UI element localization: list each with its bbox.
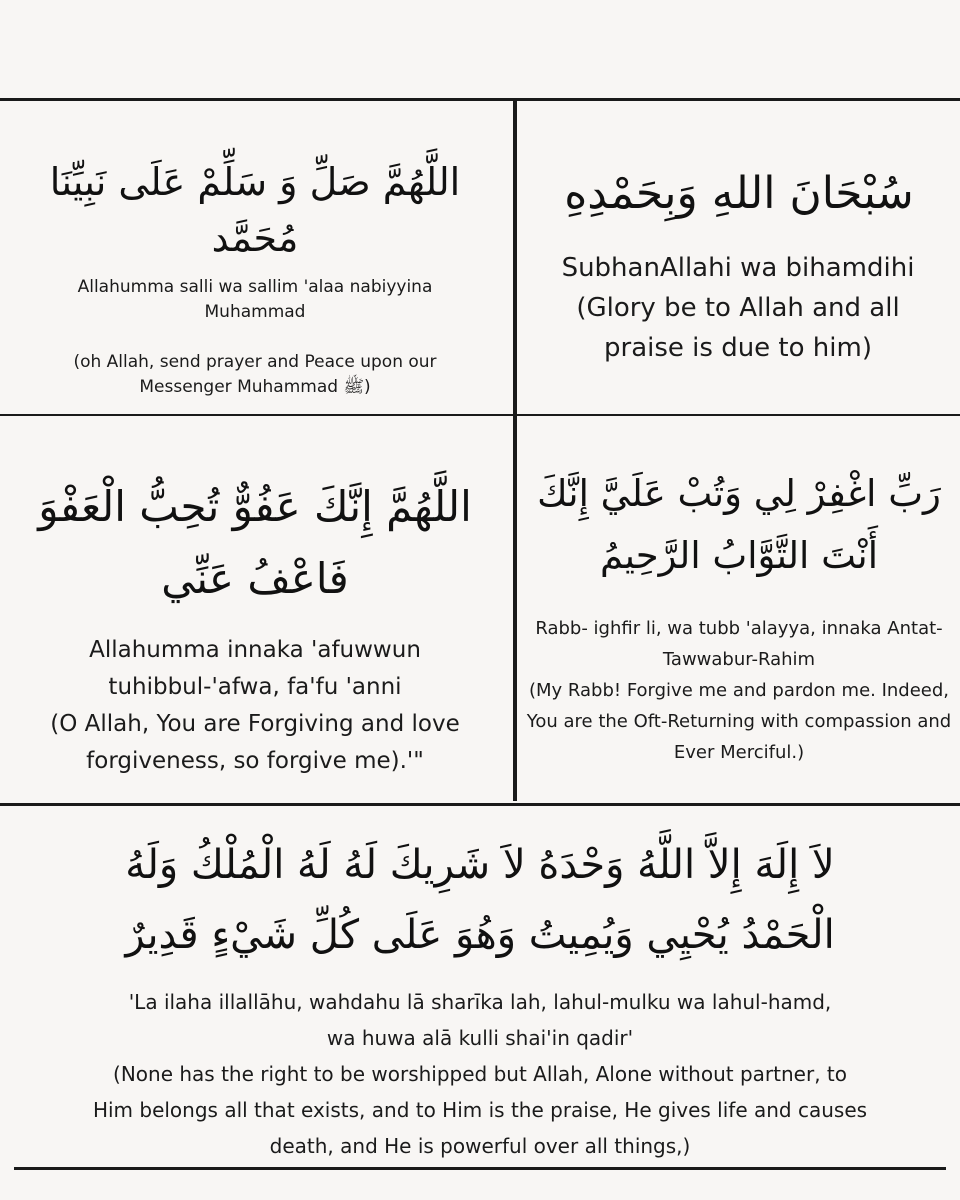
dua-afw <box>0 417 512 803</box>
afw-arabic: اللَّهُمَّ إِنَّكَ عَفُوٌّ تُحِبُّ الْعَفْوَ فَاعْفُ عَنِّي <box>38 482 472 603</box>
salawat-transliteration: Allahumma salli wa sallim 'alaa nabiyyina Muhammad <box>77 277 433 322</box>
dua-subhanallah <box>518 102 960 414</box>
salawat-translation: (oh Allah, send prayer and Peace upon our Messenger Muhammad ﷺ) <box>73 352 437 397</box>
salawat-arabic: اللَّهُمَّ صَلِّ وَ سَلِّمْ عَلَى نَبِيِّنَا مُحَمَّد <box>49 160 461 260</box>
afw-translation: (O Allah, You are Forgiving and love forgiveness, so forgive me).'" <box>50 711 460 774</box>
dua-salawat <box>0 102 512 414</box>
divider-top <box>0 98 960 101</box>
afw-transliteration: Allahumma innaka 'afuwwun tuhibbul-'afwa, fa'fu 'anni <box>89 637 421 700</box>
tahlil-arabic: لاَ إِلَهَ إِلاَّ اللَّهُ وَحْدَهُ لاَ شَرِيكَ لَهُ لَهُ الْمُلْكُ وَلَهُ الْحَمْدُ يُحْيِي وَيُمِيتُ وَهُوَ عَلَى كُلِّ شَيْءٍ قَدِيرٌ <box>125 842 835 958</box>
divider-bottom <box>14 1167 946 1170</box>
tawbah-translation: (My Rabb! Forgive me and pardon me. Indeed, You are the Oft-Returning with compassion and Ever Merciful.) <box>526 680 952 763</box>
tawbah-transliteration: Rabb- ighfir li, wa tubb 'alayya, innaka Antat-Tawwabur-Rahim <box>535 618 943 670</box>
subhanallah-transliteration: SubhanAllahi wa bihamdihi <box>561 253 915 283</box>
tahlil-transliteration: 'La ilaha illallāhu, wahdahu lā sharīka lah, lahul-mulku wa lahul-hamd, wa huwa alā kulli shai'in qadir' <box>128 990 832 1050</box>
tawbah-arabic: رَبِّ اغْفِرْ لِي وَتُبْ عَلَيَّ إِنَّكَ أَنْتَ التَّوَّابُ الرَّحِيمُ <box>537 472 941 577</box>
tahlil-translation: (None has the right to be worshipped but Allah, Alone without partner, to Him belongs all that exists, and to Him is the praise, He gives life and causes death, and He is powerful over all things,) <box>92 1062 868 1158</box>
subhanallah-translation: (Glory be to Allah and all praise is due to him) <box>576 293 900 363</box>
subhanallah-arabic: سُبْحَانَ اللهِ وَبِحَمْدِهِ <box>564 168 914 219</box>
divider-middle <box>0 414 960 416</box>
dua-tawbah <box>518 417 960 803</box>
dua-tahlil <box>0 806 960 1166</box>
divider-vertical <box>513 98 517 801</box>
